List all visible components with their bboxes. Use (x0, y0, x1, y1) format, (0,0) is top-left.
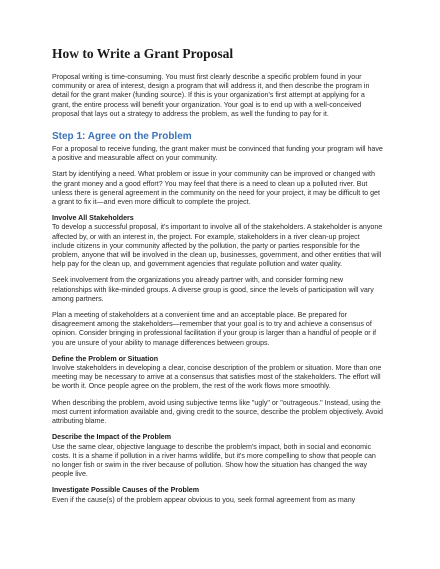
causes-heading: Investigate Possible Causes of the Problem (52, 486, 200, 495)
intro-paragraph: Proposal writing is time-consuming. You must first clearly describe a specific problem found in your community or area of interest, design a program that will address it, and then describe the program in detail for the grant maker (funding source). If this is your organization's first attempt at applying for a grant, the entire process will benefit your organization. Your goal is to end up with a well-conceived proposal that lays out a strategy to address the problem, as well the funding to pay for it. (52, 73, 370, 118)
step1-paragraph-1: For a proposal to receive funding, the grant maker must be convinced that funding your program will have a positive and measurable affect on your community. (52, 145, 383, 163)
causes-paragraph: Even if the cause(s) of the problem appear obvious to you, seek formal agreement from as many (52, 495, 356, 504)
define-paragraph-2: When describing the problem, avoid using subjective terms like "ugly" or "outrageous." Instead, using the most current information available and, giving credit to the source, describe the problem objectively. Avoid attributing blame. (52, 398, 383, 426)
define-paragraph-1: Involve stakeholders in developing a clear, concise description of the problem or situation. More than one meeting may be necessary to arrive at a consensus that satisfies most of the stakeholders. The effort will be worth it. Once people agree on the problem, the rest of the work flows more smoothly. (52, 364, 382, 391)
impact-heading: Describe the Impact of the Problem (52, 433, 172, 442)
stakeholders-paragraph-1: To develop a successful proposal, it's important to involve all of the stakeholders. A stakeholder is anyone affected by, or with an interest in, the project. For example, stakeholders in a river clean-up project include citizens in your community affected by the pollution, the party or parties responsible for the problem, anyone that will be involved in the clean up, businesses, government, and other entities that will help pay for the clean up, and government agencies that regulate pollution and water quality. (52, 223, 383, 269)
stakeholders-paragraph-2: Seek involvement from the organizations you already partner with, and consider forming new relationships with like-minded groups. A diverse group is good, since the levels of participation will vary among partners. (52, 276, 374, 303)
define-heading: Define the Problem or Situation (52, 354, 159, 363)
impact-paragraph: Use the same clear, objective language to describe the problem's impact, both in social and economic costs. It is a shame if pollution in a river harms wildlife, but it's more compelling to show that people can no longer fish or swim in the river because of pollution. Show how the situation has changed the way people live. (52, 442, 376, 479)
stakeholders-heading: Involve All Stakeholders (52, 214, 134, 223)
step1-paragraph-2: Start by identifying a need. What problem or issue in your community can be improved or changed with the grant money and a good effort? You may feel that there is a need to clean up a polluted river. But unless there is general agreement in the community on the need for your project, it may be difficult to get a grant to fix it—and even more difficult to complete the project. (52, 170, 380, 207)
document-title: How to Write a Grant Proposal (52, 46, 234, 61)
step1-heading: Step 1: Agree on the Problem (52, 131, 192, 143)
stakeholders-paragraph-3: Plan a meeting of stakeholders at a convenient time and an acceptable place. Be prepared for disagreement among the stakeholders—remember that your goal is to try and achieve a consensus of opinion. Consider bringing in professional facilitation if your group is larger than a handful of people or if you are unsure of your ability to manage differences between groups. (52, 311, 377, 347)
